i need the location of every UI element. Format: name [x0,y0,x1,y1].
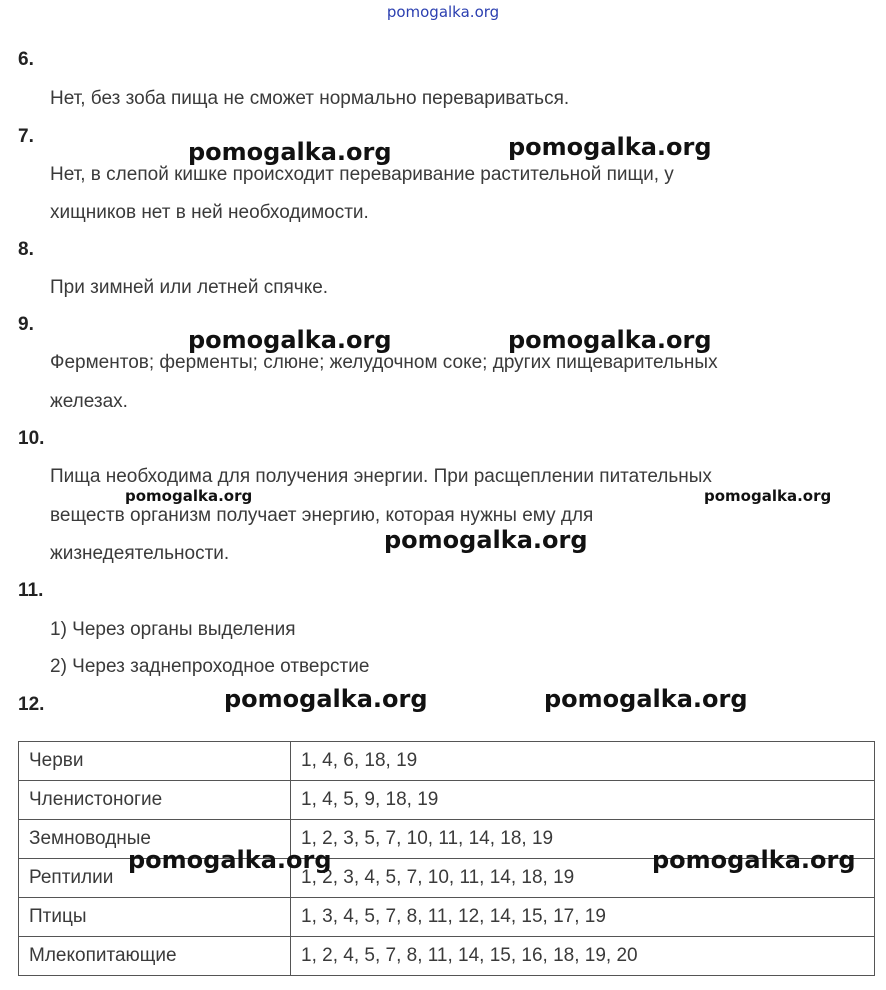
answer-text: 2) Через заднепроходное отверстие [50,656,370,677]
group-cell: Членистоногие [19,781,291,820]
values-cell: 1, 2, 3, 4, 5, 7, 10, 11, 14, 18, 19 [291,859,875,898]
watermark: pomogalka.org [188,138,392,166]
group-cell: Млекопитающие [19,937,291,976]
question-number: 11. [18,580,44,601]
question-number: 8. [18,239,34,260]
watermark: pomogalka.org [508,133,712,161]
answer-text: Пища необходима для получения энергии. При расщеплении питательных [50,466,712,487]
watermark: pomogalka.org [704,487,832,505]
watermark: pomogalka.org [508,326,712,354]
answer-text: При зимней или летней спячке. [50,277,329,298]
group-cell: Рептилии [19,859,291,898]
answer-text: Ферментов; ферменты; слюне; желудочном соке; других пищеварительных [50,352,718,373]
answer-text: Нет, в слепой кишке происходит переваривание растительной пищи, у [50,164,674,185]
watermark: pomogalka.org [652,846,856,874]
watermark: pomogalka.org [125,487,253,505]
group-cell: Птицы [19,898,291,937]
watermark: pomogalka.org [128,846,332,874]
values-cell: 1, 3, 4, 5, 7, 8, 11, 12, 14, 15, 17, 19 [291,898,875,937]
answer-text: веществ организм получает энергию, которая нужны ему для [50,505,594,526]
table-row [19,742,875,781]
table-row [19,937,875,976]
watermark: pomogalka.org [188,326,392,354]
values-cell: 1, 4, 6, 18, 19 [291,742,875,781]
watermark: pomogalka.org [544,685,748,713]
table-row [19,781,875,820]
table-row [19,898,875,937]
answer-text: 1) Через органы выделения [50,619,296,640]
group-cell: Земноводные [19,820,291,859]
watermark: pomogalka.org [384,526,588,554]
site-watermark-top: pomogalka.org [386,3,500,21]
question-number: 7. [18,126,34,147]
values-cell: 1, 2, 4, 5, 7, 8, 11, 14, 15, 16, 18, 19, 20 [291,937,875,976]
answer-text: хищников нет в ней необходимости. [50,202,369,223]
question-number: 9. [18,314,34,335]
answer-text: жизнедеятельности. [50,543,230,564]
question-number: 12. [18,694,45,715]
values-cell: 1, 4, 5, 9, 18, 19 [291,781,875,820]
watermark: pomogalka.org [224,685,428,713]
answer-text: железах. [50,391,128,412]
values-cell: 1, 2, 3, 5, 7, 10, 11, 14, 18, 19 [291,820,875,859]
group-cell: Черви [19,742,291,781]
question-number: 6. [18,49,34,70]
question-number: 10. [18,428,45,449]
answer-text: Нет, без зоба пища не сможет нормально перевариваться. [50,88,570,109]
